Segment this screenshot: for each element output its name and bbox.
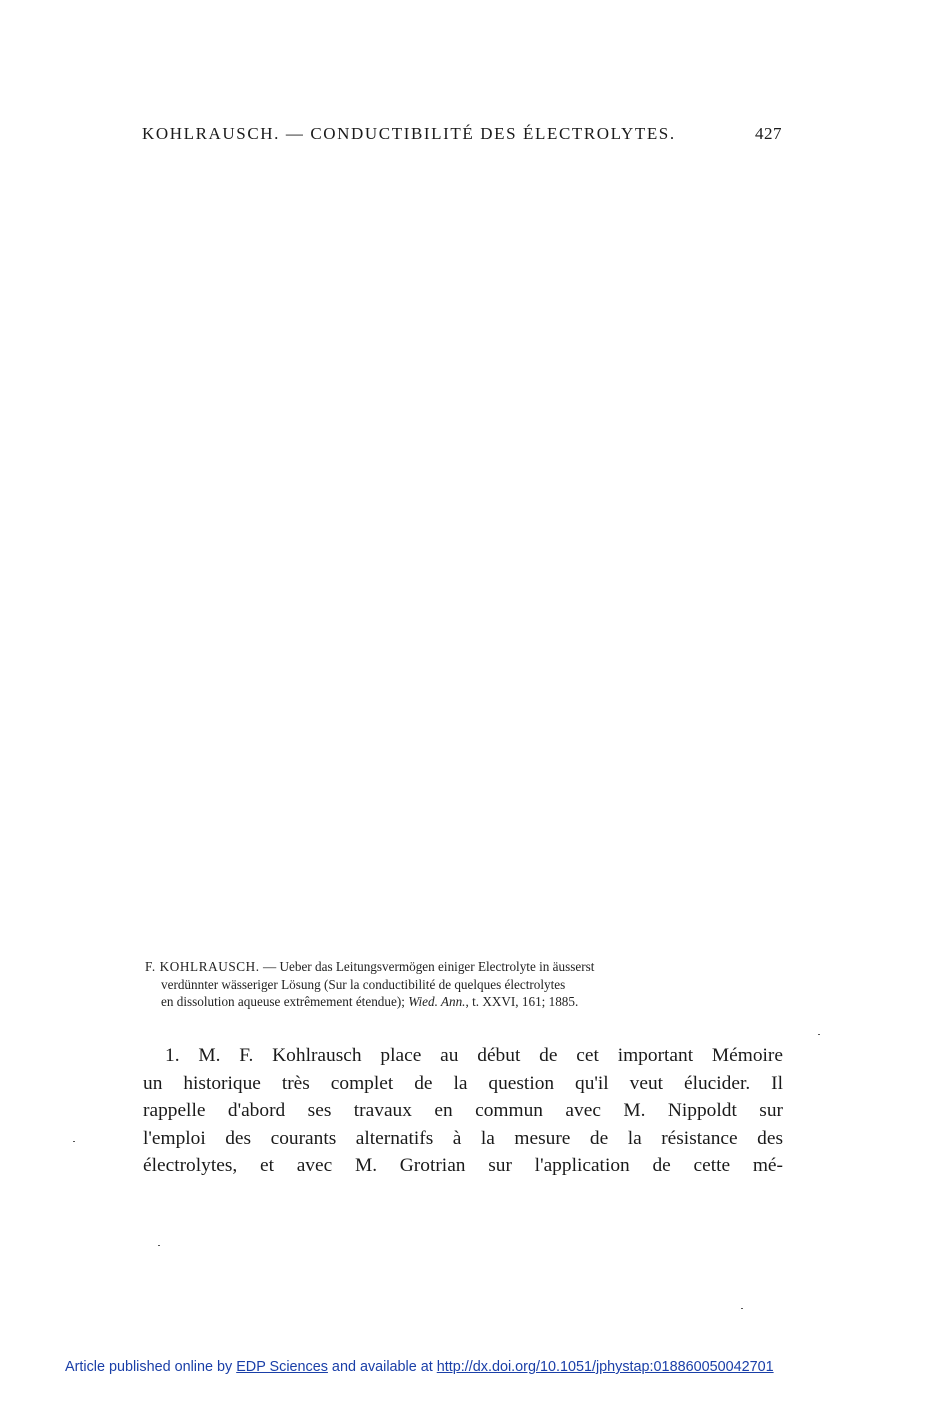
citation-journal: Wied. Ann. xyxy=(408,994,466,1009)
body-line: l'emploi des courants alternatifs à la mesure de la résistance des xyxy=(143,1127,783,1149)
publisher-link[interactable]: EDP Sciences xyxy=(236,1359,328,1375)
scan-speck xyxy=(73,1141,75,1142)
footer-middle: and available at xyxy=(327,1359,437,1375)
body-line: un historique très complet de la question qu'il veut élucider. Il xyxy=(143,1072,783,1094)
body-line: électrolytes, et avec M. Grotrian sur l'application de cette mé- xyxy=(143,1155,783,1176)
citation-title-start: — Ueber das Leitungsvermögen einiger Electrolyte in äusserst xyxy=(259,959,595,974)
scan-speck xyxy=(158,1245,160,1246)
publication-footer xyxy=(65,1359,774,1375)
page-number: 427 xyxy=(755,124,782,143)
citation-line-3 xyxy=(145,993,781,1011)
bibliographic-citation xyxy=(145,958,781,1011)
doi-link[interactable]: http://dx.doi.org/10.1051/jphystap:018860050042701 xyxy=(436,1359,774,1375)
running-head xyxy=(142,124,782,144)
citation-line-1 xyxy=(145,958,781,976)
footer-prefix: Article published online by xyxy=(65,1359,237,1375)
citation-title-end: en dissolution aqueuse extrêmement étendue); xyxy=(161,994,409,1009)
body-line: 1. M. F. Kohlrausch place au début de cet important Mémoire xyxy=(165,1045,783,1066)
body-paragraph xyxy=(143,1042,783,1180)
running-head-title: KOHLRAUSCH. — CONDUCTIBILITÉ DES ÉLECTROLYTES. xyxy=(142,124,676,143)
citation-volume: , t. XXVI, 161; 1885. xyxy=(465,994,579,1009)
body-line: rappelle d'abord ses travaux en commun avec M. Nippoldt sur xyxy=(143,1100,783,1121)
citation-author: F. KOHLRAUSCH. xyxy=(145,959,260,974)
scan-speck xyxy=(741,1308,743,1309)
scan-speck xyxy=(818,1034,820,1035)
citation-line-2: verdünnter wässeriger Lösung (Sur la conductibilité de quelques électrolytes xyxy=(161,976,566,992)
